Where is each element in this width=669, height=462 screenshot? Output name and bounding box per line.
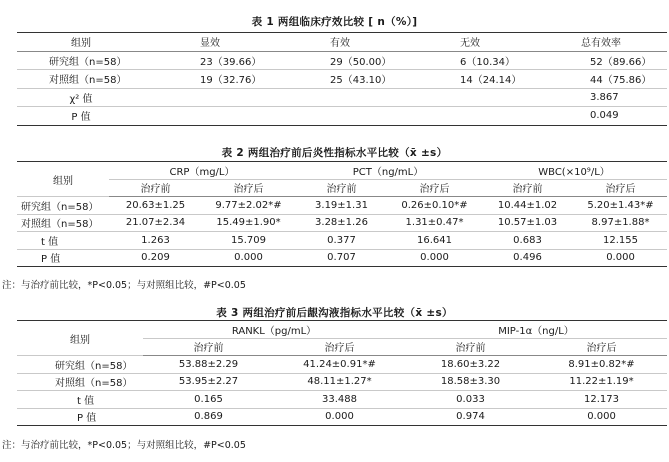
table2-subheader: 治疗前 xyxy=(481,179,574,197)
table-row xyxy=(17,356,667,374)
table3-metric-header: RANKL（pg/mL） xyxy=(143,321,405,339)
table3-subheader: 治疗前 xyxy=(143,338,274,356)
table-cell: 3.867 xyxy=(535,88,667,107)
table-cell: 23（39.66） xyxy=(145,51,275,70)
table-row xyxy=(17,391,667,409)
table-cell xyxy=(275,88,405,107)
table-cell: 0.000 xyxy=(536,408,667,426)
table-cell: 0.496 xyxy=(481,249,574,267)
table1-header-col: 显效 xyxy=(145,33,275,52)
table-row xyxy=(17,373,667,391)
table-cell: 0.165 xyxy=(143,391,274,409)
table-cell: 0.000 xyxy=(574,249,667,267)
table-row xyxy=(17,107,667,126)
row-label: t 值 xyxy=(17,232,109,250)
table3-note: 注：与治疗前比较，*P<0.05；与对照组比较，#P<0.05 xyxy=(2,440,246,451)
table3-subheader: 治疗后 xyxy=(274,338,405,356)
table-cell: 11.22±1.19* xyxy=(536,373,667,391)
table-cell: 25（43.10） xyxy=(275,70,405,89)
table-cell: 52（89.66） xyxy=(535,51,667,70)
table-cell: 16.641 xyxy=(388,232,481,250)
table2-metric-header: WBC(×10⁹/L） xyxy=(481,162,667,180)
table2-subheader: 治疗后 xyxy=(574,179,667,197)
row-label: P 值 xyxy=(17,107,145,126)
table1-header-group: 组别 xyxy=(17,33,145,52)
row-label: 研究组（n=58） xyxy=(17,51,145,70)
table-cell: 0.683 xyxy=(481,232,574,250)
table-cell: 21.07±2.34 xyxy=(109,214,202,232)
table3-subheader: 治疗前 xyxy=(405,338,536,356)
row-label: t 值 xyxy=(17,391,143,409)
table-cell: 10.44±1.02 xyxy=(481,197,574,215)
table-cell xyxy=(145,107,275,126)
table-cell: 53.95±2.27 xyxy=(143,373,274,391)
table-cell: 0.869 xyxy=(143,408,274,426)
table-cell: 53.88±2.29 xyxy=(143,356,274,374)
table2-subheader: 治疗后 xyxy=(388,179,481,197)
table-cell: 15.709 xyxy=(202,232,295,250)
table3-subheader: 治疗后 xyxy=(536,338,667,356)
table2-subheader: 治疗后 xyxy=(202,179,295,197)
table2-metric-header: PCT（ng/mL） xyxy=(295,162,481,180)
table-cell: 14（24.14） xyxy=(405,70,535,89)
table-row xyxy=(17,249,667,267)
row-label: P 值 xyxy=(17,408,143,426)
table2-header-row xyxy=(17,162,667,180)
table-cell: 44（75.86） xyxy=(535,70,667,89)
table-cell: 3.28±1.26 xyxy=(295,214,388,232)
table-row xyxy=(17,70,667,89)
table-cell xyxy=(405,88,535,107)
table-cell: 0.209 xyxy=(109,249,202,267)
table2-header-group: 组别 xyxy=(17,162,109,197)
table2-metric-header: CRP（mg/L） xyxy=(109,162,295,180)
table-cell: 19（32.76） xyxy=(145,70,275,89)
table-cell: 9.77±2.02*# xyxy=(202,197,295,215)
table-cell: 1.263 xyxy=(109,232,202,250)
table-cell: 0.000 xyxy=(274,408,405,426)
table1-header-col: 总有效率 xyxy=(535,33,667,52)
table2-subheader: 治疗前 xyxy=(295,179,388,197)
table2-caption: 表 2 两组治疗前后炎性指标水平比较（x̄ ±s） xyxy=(221,147,448,159)
table-cell: 0.000 xyxy=(388,249,481,267)
table-cell: 3.19±1.31 xyxy=(295,197,388,215)
table-cell: 0.707 xyxy=(295,249,388,267)
table-cell xyxy=(145,88,275,107)
table2-note: 注：与治疗前比较，*P<0.05；与对照组比较，#P<0.05 xyxy=(2,280,246,291)
table3-header-row xyxy=(17,321,667,339)
table-cell: 0.974 xyxy=(405,408,536,426)
table-cell xyxy=(275,107,405,126)
table-row xyxy=(17,232,667,250)
table2-subheader: 治疗前 xyxy=(109,179,202,197)
table-cell: 29（50.00） xyxy=(275,51,405,70)
table-cell: 0.26±0.10*# xyxy=(388,197,481,215)
table-row xyxy=(17,214,667,232)
table-cell: 12.155 xyxy=(574,232,667,250)
table3-metric-header: MIP-1α（ng/L） xyxy=(405,321,667,339)
row-label: P 值 xyxy=(17,249,109,267)
table1-header-row xyxy=(17,33,667,52)
table3 xyxy=(17,320,667,426)
table-cell: 6（10.34） xyxy=(405,51,535,70)
table-cell: 8.97±1.88* xyxy=(574,214,667,232)
table-cell: 10.57±1.03 xyxy=(481,214,574,232)
table1-caption: 表 1 两组临床疗效比较 [ n（%）] xyxy=(251,16,418,28)
table-cell: 18.58±3.30 xyxy=(405,373,536,391)
table-row xyxy=(17,88,667,107)
row-label: 对照组（n=58） xyxy=(17,373,143,391)
table-cell: 48.11±1.27* xyxy=(274,373,405,391)
row-label: χ² 值 xyxy=(17,88,145,107)
table-row xyxy=(17,408,667,426)
table-cell: 12.173 xyxy=(536,391,667,409)
table-cell xyxy=(405,107,535,126)
table-cell: 0.377 xyxy=(295,232,388,250)
table-row xyxy=(17,197,667,215)
row-label: 研究组（n=58） xyxy=(17,356,143,374)
table-cell: 15.49±1.90* xyxy=(202,214,295,232)
table-cell: 20.63±1.25 xyxy=(109,197,202,215)
table2-subheader-row xyxy=(17,179,667,197)
table1 xyxy=(17,32,667,126)
row-label: 对照组（n=58） xyxy=(17,214,109,232)
table-cell: 0.000 xyxy=(202,249,295,267)
table-row xyxy=(17,51,667,70)
table1-header-col: 无效 xyxy=(405,33,535,52)
table-cell: 41.24±0.91*# xyxy=(274,356,405,374)
table1-header-col: 有效 xyxy=(275,33,405,52)
row-label: 对照组（n=58） xyxy=(17,70,145,89)
table3-caption: 表 3 两组治疗前后龈沟液指标水平比较（x̄ ±s） xyxy=(216,307,453,319)
table-cell: 18.60±3.22 xyxy=(405,356,536,374)
table-cell: 8.91±0.82*# xyxy=(536,356,667,374)
row-label: 研究组（n=58） xyxy=(17,197,109,215)
table-cell: 0.033 xyxy=(405,391,536,409)
table2 xyxy=(17,161,667,267)
table-cell: 0.049 xyxy=(535,107,667,126)
table3-header-group: 组别 xyxy=(17,321,143,356)
table-cell: 5.20±1.43*# xyxy=(574,197,667,215)
table-cell: 1.31±0.47* xyxy=(388,214,481,232)
table-cell: 33.488 xyxy=(274,391,405,409)
